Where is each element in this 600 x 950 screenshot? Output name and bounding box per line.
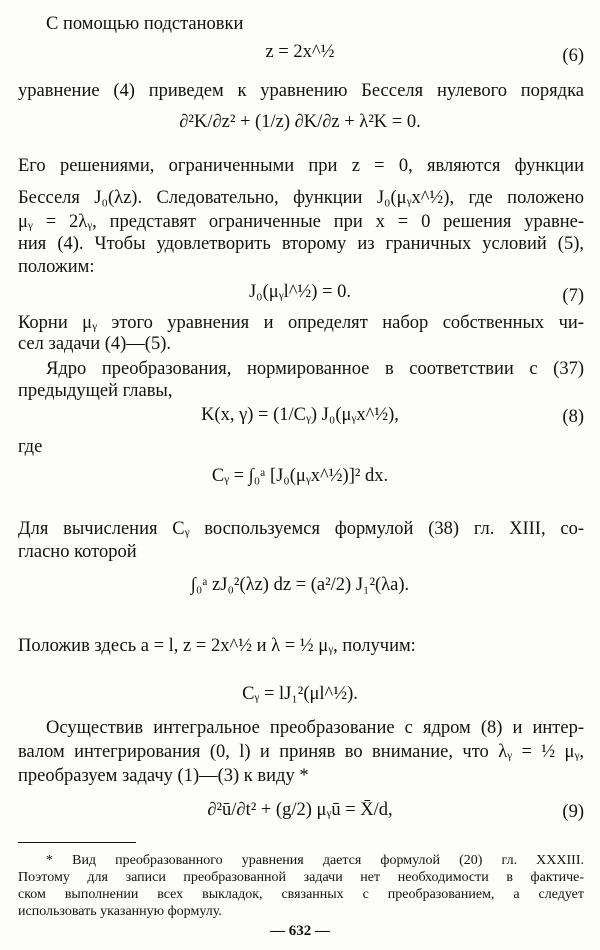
text-line-15: Положив здесь a = l, z = 2x^½ и λ = ½ μᵧ, получим: xyxy=(18,636,416,656)
equation-number-7: (7) xyxy=(562,286,584,306)
bessel-equation: ∂²K/∂z² + (1/z) ∂K/∂z + λ²K = 0. xyxy=(179,112,421,132)
text-line-4: Бесселя J₀(λz). Следовательно, функции J₀(μᵧx^½), где положено xyxy=(18,188,584,208)
text-line-16: Осуществив интегральное преобразование с ядром (8) и интер- xyxy=(46,718,584,738)
footnote-line-2: Поэтому для записи преобразованной задачи нет необходимости в фактиче- xyxy=(18,870,584,885)
text-line-8: Корни μᵧ этого уравнения и определят набор собственных чи- xyxy=(18,313,584,333)
text-line-11: предыдущей главы, xyxy=(18,381,173,401)
text-line-17: валом интегрирования (0, l) и приняв во внимание, что λᵧ = ½ μᵧ, xyxy=(18,742,584,762)
text-line-18: преобразуем задачу (1)—(3) к виду * xyxy=(18,766,309,786)
equation-7: J₀(μᵧl^½) = 0. xyxy=(248,282,352,302)
text-line-14: гласно которой xyxy=(18,542,137,562)
text-line-12: где xyxy=(18,437,43,457)
page-number: — 632 — xyxy=(270,923,330,939)
text-line-1: С помощью подстановки xyxy=(46,14,244,34)
text-line-9: сел задачи (4)—(5). xyxy=(18,334,172,354)
text-line-7: положим: xyxy=(18,257,95,277)
equation-6: z = 2x^½ xyxy=(265,42,335,62)
text-line-5: μᵧ = 2λᵧ, представят ограниченные при x = 0 решения уравне- xyxy=(18,212,584,232)
text-line-10: Ядро преобразования, нормированное в соответствии с (37) xyxy=(46,359,584,379)
footnote-rule xyxy=(18,842,136,843)
text-line-13: Для вычисления Cᵧ воспользуемся формулой (38) гл. XIII, со- xyxy=(18,519,584,539)
equation-9: ∂²ū/∂t² + (g/2) μᵧū = X̄/d, xyxy=(207,800,393,820)
equation-number-9: (9) xyxy=(562,802,584,822)
equation-number-6: (6) xyxy=(562,46,584,66)
footnote-line-3: ском выполнении всех выкладок, связанных с преобразованием, а следует xyxy=(18,887,584,902)
text-line-2: уравнение (4) приведем к уравнению Бесселя нулевого порядка xyxy=(18,81,584,101)
text-line-6: ния (4). Чтобы удовлетворить второму из граничных условий (5), xyxy=(18,234,584,254)
equation-8: K(x, γ) = (1/Cᵧ) J₀(μᵧx^½), xyxy=(201,405,399,425)
equation-cg2: Cᵧ = lJ₁²(μl^½). xyxy=(242,684,358,704)
equation-number-8: (8) xyxy=(562,407,584,427)
equation-cg: Cᵧ = ∫₀ᵃ [J₀(μᵧx^½)]² dx. xyxy=(211,466,389,486)
footnote-line-4: использовать указанную формулу. xyxy=(18,904,222,919)
equation-integral: ∫₀ᵃ zJ₀²(λz) dz = (a²/2) J₁²(λa). xyxy=(190,575,410,595)
footnote-line-1: * Вид преобразованного уравнения дается формулой (20) гл. XXXIII. xyxy=(46,853,584,868)
text-line-3: Его решениями, ограниченными при z = 0, являются функции xyxy=(18,156,584,176)
